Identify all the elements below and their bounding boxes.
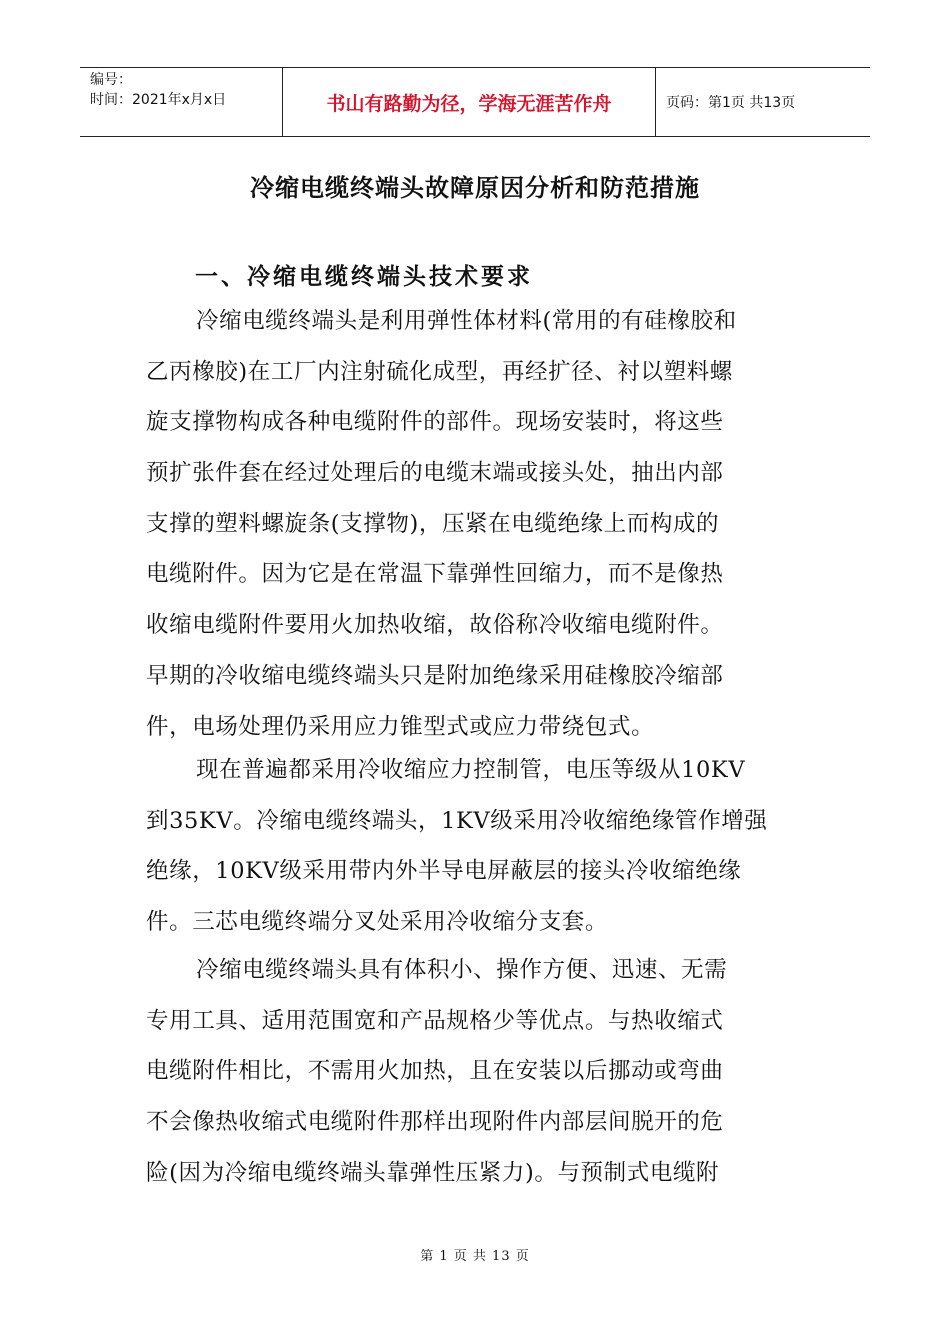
paragraph-line: 到35KV。冷缩电缆终端头，1KV级采用冷收缩绝缘管作增强 bbox=[146, 807, 768, 834]
paragraph-1 bbox=[146, 296, 806, 752]
document-title: 冷缩电缆终端头故障原因分析和防范措施 bbox=[250, 174, 700, 202]
page-footer: 第 1 页 共 13 页 bbox=[420, 1249, 530, 1264]
paragraph-line: 不会像热收缩式电缆附件那样出现附件内部层间脱开的危 bbox=[146, 1109, 724, 1136]
paragraph-line: 预扩张件套在经过处理后的电缆末端或接头处，抽出内部 bbox=[146, 460, 724, 487]
paragraph-line: 件。三芯电缆终端分叉处采用冷收缩分支套。 bbox=[146, 909, 609, 936]
header-motto-cell bbox=[282, 68, 656, 136]
paragraph-3 bbox=[146, 945, 806, 1198]
paragraph-2 bbox=[146, 745, 806, 948]
header-page-info: 页码：第1页 共13页 bbox=[666, 95, 796, 111]
paragraph-line: 冷缩电缆终端头具有体积小、操作方便、迅速、无需 bbox=[196, 957, 728, 983]
header-table bbox=[80, 67, 870, 137]
header-motto: 书山有路勤为径，学海无涯苦作舟 bbox=[326, 92, 612, 115]
document-number-label: 编号： bbox=[90, 72, 132, 88]
section-heading: 一、冷缩电缆终端头技术要求 bbox=[195, 264, 533, 290]
paragraph-line: 收缩电缆附件要用火加热收缩，故俗称冷收缩电缆附件。 bbox=[146, 612, 724, 639]
paragraph-line: 早期的冷收缩电缆终端头只是附加绝缘采用硅橡胶冷缩部 bbox=[146, 662, 724, 689]
paragraph-line: 旋支撑物构成各种电缆附件的部件。现场安装时，将这些 bbox=[146, 409, 724, 436]
paragraph-line: 现在普遍都采用冷收缩应力控制管，电压等级从10KV bbox=[196, 757, 746, 783]
paragraph-line: 冷缩电缆终端头是利用弹性体材料(常用的有硅橡胶和 bbox=[196, 308, 737, 334]
header-page-cell bbox=[656, 68, 870, 136]
paragraph-line: 专用工具、适用范围宽和产品规格少等优点。与热收缩式 bbox=[146, 1007, 724, 1034]
paragraph-line: 电缆附件。因为它是在常温下靠弹性回缩力，而不是像热 bbox=[146, 561, 724, 588]
document-time-label: 时间：2021年x月x日 bbox=[90, 92, 227, 108]
paragraph-line: 险(因为冷缩电缆终端头靠弹性压紧力)。与预制式电缆附 bbox=[146, 1159, 720, 1186]
header-meta-cell bbox=[80, 68, 282, 136]
paragraph-line: 件，电场处理仍采用应力锥型式或应力带绕包式。 bbox=[146, 713, 655, 740]
paragraph-line: 乙丙橡胶)在工厂内注射硫化成型，再经扩径、衬以塑料螺 bbox=[146, 358, 733, 385]
paragraph-line: 绝缘，10KV级采用带内外半导电屏蔽层的接头冷收缩绝缘 bbox=[146, 858, 742, 885]
paragraph-line: 电缆附件相比，不需用火加热，且在安装以后挪动或弯曲 bbox=[146, 1058, 724, 1085]
paragraph-line: 支撑的塑料螺旋条(支撑物)，压紧在电缆绝缘上而构成的 bbox=[146, 510, 720, 537]
